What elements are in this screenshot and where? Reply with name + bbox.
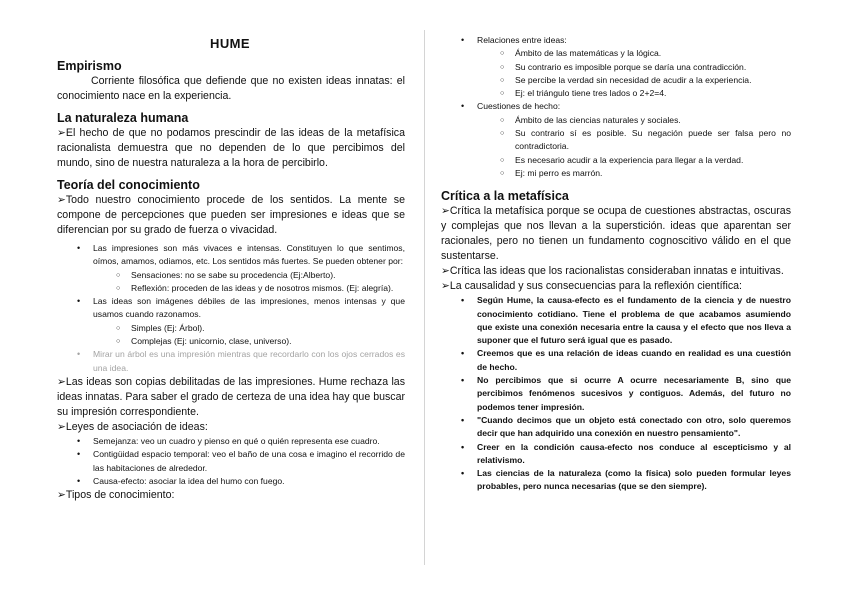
list-item-semejanza: • Semejanza: veo un cuadro y pienso en qué o quién representa ese cuadro. — [57, 435, 405, 448]
list-item-reflexion: ○ Reflexión: proceden de las ideas y de nosotros mismos. (Ej: alegría). — [57, 282, 405, 295]
heading-teoria-conocimiento: Teoría del conocimiento — [57, 178, 200, 192]
causalidad-item: • Creemos que es una relación de ideas cuando en realidad es una cuestión de hecho. — [441, 347, 791, 374]
empirismo-text: Corriente filosófica que defiende que no existen ideas innatas: el conocimiento nace en la experiencia. — [57, 75, 405, 102]
cuestiones-item: ○ Su contrario sí es posible. Su negación puede ser falsa pero no contradictoria. — [441, 127, 791, 154]
relaciones-item: ○ Se percibe la verdad sin necesidad de acudir a la experiencia. — [441, 74, 791, 87]
list-item-relaciones: • Relaciones entre ideas: — [441, 34, 791, 47]
relaciones-item: ○ Su contrario es imposible porque se daría una contradicción. — [441, 61, 791, 74]
heading-naturaleza-humana: La naturaleza humana — [57, 111, 189, 125]
leyes-heading: ➢Leyes de asociación de ideas: — [57, 420, 208, 433]
causalidad-item: • "Cuando decimos que un objeto está conectado con otro, solo queremos decir que han adquirido una conexión en nuestro pensamiento". — [441, 414, 791, 441]
copias-text: ➢Las ideas son copias debilitadas de las impresiones. Hume rechaza las ideas innatas. Para saber el grado de certeza de una idea hay que buscar su impresión correspondiente. — [57, 375, 405, 418]
list-item-contiguidad: • Contigüidad espacio temporal: veo el baño de una cosa e imagino el recorrido de las habitaciones de alrededor. — [57, 448, 405, 475]
document-title: HUME — [210, 36, 250, 51]
left-column — [57, 58, 405, 503]
list-item-sensaciones: ○ Sensaciones: no se sabe su procedencia (Ej:Alberto). — [57, 269, 405, 282]
cuestiones-item: ○ Ámbito de las ciencias naturales y sociales. — [441, 114, 791, 127]
list-item-causa-efecto: • Causa-efecto: asociar la idea del humo con fuego. — [57, 475, 405, 488]
relaciones-item: ○ Ámbito de las matemáticas y la lógica. — [441, 47, 791, 60]
list-item-ideas: • Las ideas son imágenes débiles de las impresiones, menos intensas y que usamos cuando razonamos. — [57, 295, 405, 322]
causalidad-item: • Según Hume, la causa-efecto es el fundamento de la ciencia y de nuestro conocimiento cotidiano. Tiene el problema de que acabamos asumiendo que existe una conexión necesaria entre la causa y el efecto que nos lleva a suponer que el futuro será igual que es pasado. — [441, 294, 791, 347]
tipos-heading: ➢Tipos de conocimiento: — [57, 489, 175, 502]
heading-critica-metafisica: Crítica a la metafísica — [441, 189, 569, 204]
list-item-impresiones: • Las impresiones son más vivaces e intensas. Constituyen lo que sentimos, oímos, amamos, odiamos, etc. Los sentidos más fuertes. Se pueden obtener por: — [57, 242, 405, 269]
right-column — [441, 34, 791, 494]
list-item-ejemplo-arbol: • Mirar un árbol es una impresión mientras que recordarlo con los ojos cerrados es una idea. — [57, 348, 405, 375]
causalidad-item: • No percibimos que si ocurre A ocurre necesariamente B, sino que percibimos fenómenos sucesivos y contiguos. Además, del futuro no podemos tener impresión. — [441, 374, 791, 414]
leyes-list — [57, 435, 405, 488]
relaciones-item: ○ Ej: el triángulo tiene tres lados o 2+2=4. — [441, 87, 791, 100]
teoria-intro: ➢Todo nuestro conocimiento procede de los sentidos. La mente se compone de percepciones que pueden ser impresiones e ideas que se diferencian por su grado de fuerza o vivacidad. — [57, 194, 405, 236]
column-divider — [424, 30, 425, 565]
percepciones-list — [57, 242, 405, 375]
cuestiones-item: ○ Es necesario acudir a la experiencia para llegar a la verdad. — [441, 154, 791, 167]
list-item-simples: ○ Simples (Ej: Árbol). — [57, 322, 405, 335]
list-item-cuestiones: • Cuestiones de hecho: — [441, 100, 791, 113]
cuestiones-item: ○ Ej: mi perro es marrón. — [441, 167, 791, 180]
heading-empirismo: Empirismo — [57, 59, 122, 73]
causalidad-list — [441, 294, 791, 493]
naturaleza-text: ➢El hecho de que no podamos prescindir de las ideas de la metafísica racionalista demuestra que no dependen de lo que percibimos del mundo, sino de nuestra naturaleza a la hora de percibirlo. — [57, 127, 405, 169]
causalidad-item: • Las ciencias de la naturaleza (como la física) solo pueden formular leyes probables, pero nunca necesarias (que se den siempre). — [441, 467, 791, 494]
causalidad-item: • Creer en la condición causa-efecto nos conduce al escepticismo y al relativismo. — [441, 441, 791, 468]
critica-p1: ➢Crítica la metafísica porque se ocupa de cuestiones abstractas, oscuras y complejas que nos llevan a la superstición. ideas que aparentan ser racionales, pero no tienen un fundamento cognoscitivo válido en el que sustentarse. — [441, 205, 791, 263]
critica-p3: ➢La causalidad y sus consecuencias para la reflexión científica: — [441, 280, 742, 293]
list-item-complejas: ○ Complejas (Ej: unicornio, clase, universo). — [57, 335, 405, 348]
tipos-list — [441, 34, 791, 180]
critica-p2: ➢Crítica las ideas que los racionalistas consideraban innatas e intuitivas. — [441, 265, 784, 278]
